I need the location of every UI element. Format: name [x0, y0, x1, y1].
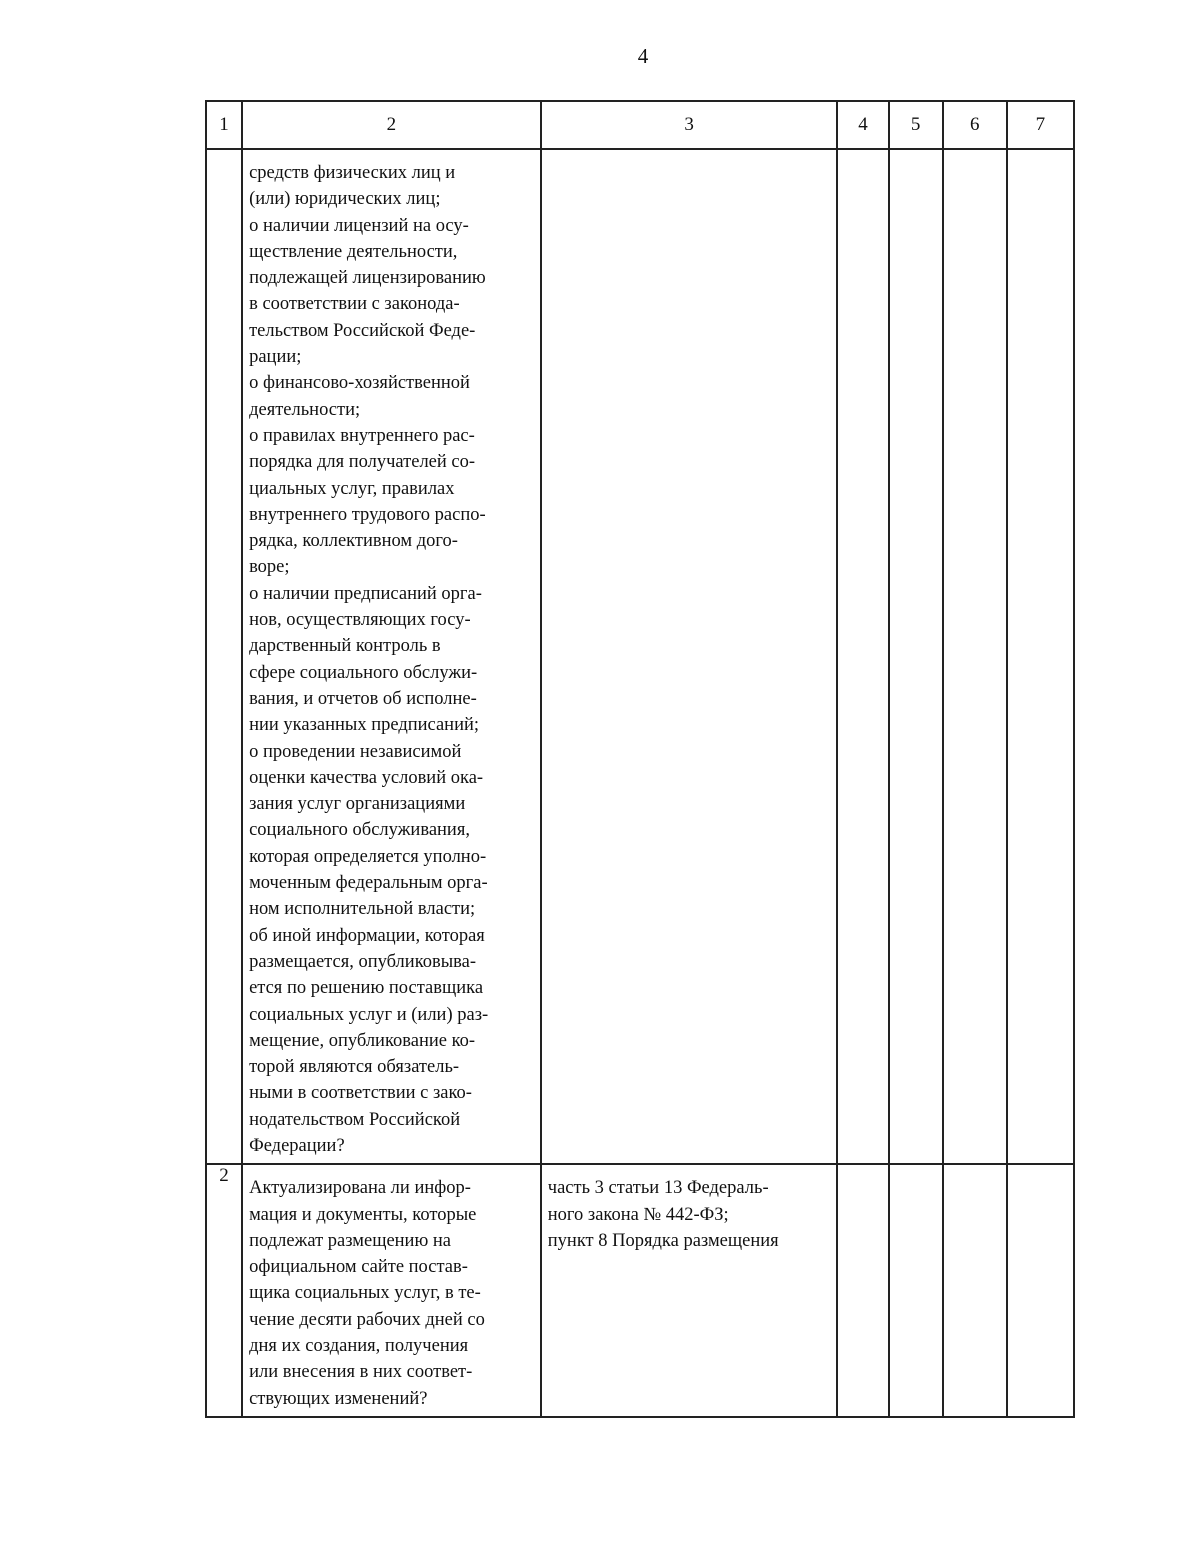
- header-col-1: 1: [206, 101, 242, 149]
- header-row: [206, 101, 1074, 149]
- text-line: ном исполнительной власти;: [249, 899, 476, 920]
- text-line: нов, осуществляющих госу-: [249, 610, 471, 631]
- answer-cell-5: [889, 149, 943, 1164]
- question-text: [243, 1165, 540, 1416]
- basis-cell: [541, 149, 838, 1164]
- text-line: моченным федеральным орга-: [249, 873, 488, 894]
- text-line: официальном сайте постав-: [249, 1257, 468, 1278]
- header-col-3: 3: [541, 101, 838, 149]
- table-row: [206, 1164, 1074, 1417]
- text-line: средств физических лиц и: [249, 163, 456, 183]
- basis-text: [542, 1165, 837, 1258]
- basis-text: [542, 150, 837, 164]
- header-col-6: 6: [943, 101, 1007, 149]
- answer-cell-4: [837, 1164, 888, 1417]
- answer-cell-7: [1007, 1164, 1074, 1417]
- question-text: [243, 150, 540, 1163]
- text-line: в соответствии с законода-: [249, 294, 460, 315]
- text-line: сфере социального обслужи-: [249, 662, 478, 683]
- answer-cell-6: [943, 1164, 1007, 1417]
- text-line: ствующих изменений?: [249, 1388, 428, 1409]
- answer-cell-4: [837, 149, 888, 1164]
- text-line: пункт 8 Порядка размещения: [547, 1230, 779, 1251]
- text-line: нодательством Российской: [249, 1109, 461, 1130]
- answer-cell-6: [943, 149, 1007, 1164]
- text-line: или внесения в них соответ-: [249, 1362, 473, 1383]
- text-line: о финансово-хозяйственной: [249, 373, 470, 394]
- answer-cell-7: [1007, 149, 1074, 1164]
- text-line: о правилах внутреннего рас-: [249, 425, 475, 446]
- text-line: о проведении независимой: [249, 741, 462, 762]
- basis-cell: [541, 1164, 838, 1417]
- text-line: размещается, опубликовыва-: [249, 951, 477, 972]
- text-line: оценки качества условий ока-: [249, 767, 484, 788]
- table-row: [206, 149, 1074, 1164]
- header-col-4: 4: [837, 101, 888, 149]
- text-line: циальных услуг, правилах: [249, 478, 455, 499]
- text-line: Актуализирована ли инфор-: [249, 1178, 471, 1199]
- text-line: часть 3 статьи 13 Федераль-: [547, 1178, 769, 1199]
- header-col-5: 5: [889, 101, 943, 149]
- text-line: об иной информации, которая: [249, 925, 485, 946]
- text-line: дарственный контроль в: [249, 636, 441, 657]
- checklist-table: [205, 100, 1075, 1418]
- text-line: ется по решению поставщика: [249, 978, 484, 999]
- text-line: Федерации?: [249, 1135, 345, 1156]
- text-line: мация и документы, которые: [249, 1204, 477, 1225]
- text-line: подлежат размещению на: [249, 1230, 452, 1251]
- question-cell: [242, 1164, 541, 1417]
- text-line: вания, и отчетов об исполне-: [249, 688, 477, 709]
- text-line: нии указанных предписаний;: [249, 715, 480, 736]
- text-line: деятельности;: [249, 399, 361, 420]
- text-line: социальных услуг и (или) раз-: [249, 1004, 489, 1025]
- header-col-2: 2: [242, 101, 541, 149]
- text-line: подлежащей лицензированию: [249, 268, 486, 289]
- text-line: чение десяти рабочих дней со: [249, 1309, 485, 1330]
- text-line: щика социальных услуг, в те-: [249, 1283, 481, 1304]
- text-line: (или) юридических лиц;: [249, 189, 441, 210]
- text-line: о наличии предписаний орга-: [249, 583, 482, 604]
- page-number: 4: [637, 44, 649, 68]
- text-line: торой являются обязатель-: [249, 1057, 460, 1078]
- text-line: ного закона № 442-ФЗ;: [547, 1204, 729, 1225]
- text-line: ществление деятельности,: [249, 241, 458, 262]
- text-line: зания услуг организациями: [249, 794, 466, 815]
- text-line: рядка, коллективном дого-: [249, 531, 458, 552]
- header-col-7: 7: [1007, 101, 1074, 149]
- answer-cell-5: [889, 1164, 943, 1417]
- text-line: рации;: [249, 347, 302, 368]
- text-line: о наличии лицензий на осу-: [249, 215, 469, 236]
- text-line: тельством Российской Феде-: [249, 320, 476, 341]
- text-line: воре;: [249, 557, 290, 578]
- text-line: ными в соответствии с зако-: [249, 1083, 472, 1104]
- text-line: которая определяется уполно-: [249, 846, 487, 867]
- text-line: социального обслуживания,: [249, 820, 470, 841]
- row-number: [206, 149, 242, 1164]
- question-cell: [242, 149, 541, 1164]
- text-line: порядка для получателей со-: [249, 452, 476, 473]
- text-line: мещение, опубликование ко-: [249, 1030, 476, 1051]
- text-line: внутреннего трудового распо-: [249, 504, 486, 525]
- row-number: 2: [206, 1164, 242, 1417]
- text-line: дня их создания, получения: [249, 1336, 469, 1357]
